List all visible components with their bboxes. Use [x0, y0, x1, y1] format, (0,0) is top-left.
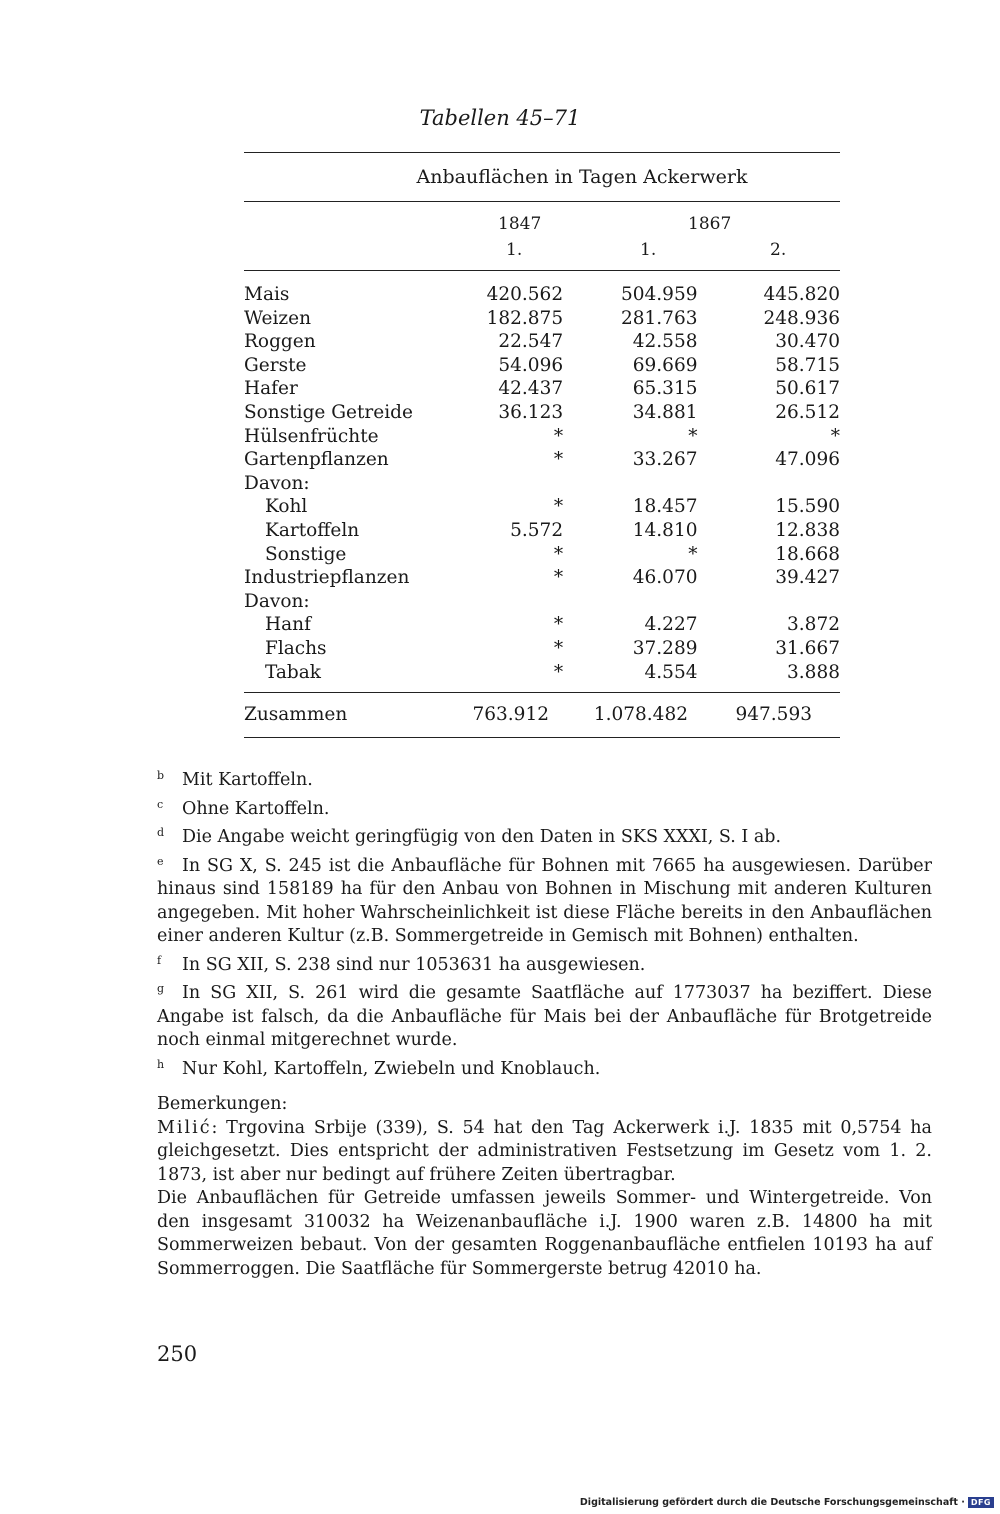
cell-1847: * [553, 496, 564, 518]
cell-gap [698, 590, 746, 614]
cell-gap [563, 448, 613, 472]
cell-gap [698, 495, 746, 519]
cell-1847: 22.547 [498, 331, 564, 353]
cell-1867-1: 42.558 [632, 331, 698, 353]
cell-gap [563, 637, 613, 661]
cell-1847: 36.123 [498, 401, 564, 423]
table-row [244, 472, 840, 496]
cell-1847 [487, 472, 564, 496]
cell-1867-2: 31.667 [775, 637, 840, 659]
footnote [157, 949, 932, 978]
footnote-mark: f [157, 953, 162, 967]
cell-1867-2 [746, 472, 840, 496]
table-row [244, 637, 840, 661]
table-row [244, 330, 840, 354]
cell-1847: 420.562 [486, 284, 564, 305]
cell-1867-2: 15.590 [775, 496, 840, 518]
cell-1867-2: 39.427 [775, 567, 840, 589]
table-row [244, 543, 840, 567]
dfg-logo: DFG [968, 1497, 994, 1508]
cell-1867-1: 281.763 [620, 307, 698, 329]
total-label: Zusammen [244, 704, 348, 726]
cell-1867-1: * [688, 543, 698, 565]
table-row [244, 495, 840, 519]
cell-1867-2: * [830, 425, 840, 447]
subcol-1847-1: 1. [506, 240, 523, 260]
cell-1867-1: 14.810 [632, 519, 698, 541]
footnote [157, 977, 932, 1053]
table-row [244, 307, 840, 331]
cell-1867-1: * [688, 425, 698, 447]
row-label: Davon: [244, 472, 310, 494]
cell-gap [698, 377, 746, 401]
page-number: 250 [157, 1342, 198, 1366]
footnote-text: Nur Kohl, Kartoffeln, Zwiebeln und Knoblauch. [182, 1058, 601, 1079]
table-row [244, 448, 840, 472]
footnote [157, 1053, 932, 1082]
cell-1847: * [553, 567, 564, 589]
year-1847: 1847 [498, 214, 542, 234]
cell-1847: 54.096 [498, 354, 564, 376]
table-row [244, 661, 840, 685]
footnote-list [157, 764, 932, 1081]
row-label: Roggen [244, 331, 316, 353]
table-row [244, 401, 840, 425]
cell-1867-2: 3.888 [787, 661, 840, 683]
cell-1847: 5.572 [510, 519, 564, 541]
cell-gap [563, 307, 613, 331]
cell-gap [563, 354, 613, 378]
cell-1847: * [553, 614, 564, 636]
cell-1847: * [553, 449, 564, 471]
cell-gap [563, 590, 613, 614]
cell-1867-2: 248.936 [763, 307, 840, 329]
footnote-mark: d [157, 826, 165, 839]
row-label: Industriepflanzen [244, 567, 410, 589]
cell-gap [698, 566, 746, 590]
cell-gap [698, 519, 746, 543]
cell-1867-2: 30.470 [775, 331, 840, 353]
footnote-mark: g [157, 982, 165, 995]
row-label: Gartenpflanzen [244, 449, 389, 471]
row-label: Mais [244, 284, 290, 305]
cell-1847: * [553, 425, 564, 447]
notes-section [157, 764, 932, 1281]
cell-gap [563, 566, 613, 590]
row-label: Weizen [244, 307, 311, 329]
footnote [157, 764, 932, 793]
total-1867-1: 1.078.482 [593, 704, 688, 726]
cell-gap [563, 425, 613, 449]
cell-1867-2: 50.617 [775, 378, 840, 400]
footer-text: Digitalisierung gefördert durch die Deutsche Forschungsgemeinschaft · [579, 1497, 965, 1508]
cell-gap [563, 330, 613, 354]
cell-1867-1: 37.289 [632, 637, 698, 659]
row-label: Kartoffeln [265, 519, 360, 541]
footnote-mark: c [157, 797, 164, 811]
table-row [244, 377, 840, 401]
table-row [244, 519, 840, 543]
footnote-mark: b [157, 769, 165, 782]
remarks-paragraph-2: Die Anbauflächen für Getreide umfassen jeweils Sommer- und Wintergetreide. Von den insgesamt 310032 ha Weizenanbaufläche i.J. 1900 waren z.B. 14800 ha mit Sommerweizen bebaut. Von der gesamten Roggenanbaufläche entfielen 10193 ha auf Sommerroggen. Die Saatfläche für Sommergerste betrug 42010 ha. [157, 1188, 932, 1279]
column-headers [244, 202, 840, 270]
table-row [244, 613, 840, 637]
table-body [244, 283, 840, 684]
table-caption: Anbauflächen in Tagen Ackerwerk [416, 166, 748, 188]
table-row [244, 590, 840, 614]
row-label: Hanf [265, 614, 311, 636]
cell-gap [698, 543, 746, 567]
footnote-text: Mit Kartoffeln. [182, 770, 313, 790]
row-label: Kohl [265, 496, 308, 518]
table-row [244, 283, 840, 307]
footnote [157, 850, 932, 949]
cell-gap [698, 637, 746, 661]
cell-1847: 182.875 [486, 307, 564, 329]
cell-1867-2: 12.838 [775, 519, 840, 541]
cell-1847: * [553, 661, 564, 683]
row-label: Sonstige Getreide [244, 401, 413, 423]
year-1867: 1867 [688, 214, 732, 234]
cell-1867-1 [613, 472, 697, 496]
cell-gap [698, 425, 746, 449]
subcol-1867-2: 2. [770, 240, 787, 260]
row-label: Gerste [244, 354, 307, 376]
cell-1867-1: 4.227 [644, 614, 698, 636]
remarks [157, 1093, 932, 1281]
remarks-heading: Bemerkungen: [157, 1094, 288, 1114]
footnote-text: Die Angabe weicht geringfügig von den Daten in SKS XXXI, S. I ab. [182, 827, 782, 847]
cell-gap [563, 283, 613, 307]
subcol-1867-1: 1. [640, 240, 657, 260]
table-row [244, 354, 840, 378]
cell-gap [563, 377, 613, 401]
cell-1867-2: 47.096 [775, 449, 840, 471]
footnote-text: In SG XII, S. 238 sind nur 1053631 ha ausgewiesen. [182, 954, 646, 975]
row-label: Davon: [244, 590, 310, 612]
cell-1847: 42.437 [498, 378, 564, 400]
table-header-rule [244, 270, 840, 271]
footnote-mark: h [157, 1057, 165, 1071]
cell-gap [563, 613, 613, 637]
data-table [244, 152, 840, 738]
cell-1867-1: 34.881 [632, 401, 698, 423]
cell-1867-2: 26.512 [775, 401, 840, 423]
footnote-text: In SG X, S. 245 ist die Anbaufläche für Bohnen mit 7665 ha ausgewiesen. Darüber hinaus sind 158189 ha für den Anbau von Bohnen in Mischung mit anderen Kulturen angegeben. Mit hoher Wahrscheinlichkeit ist diese Fläche bereits in den Anbauflächen einer anderen Kultur (z.B. Sommergetreide in Gemisch mit Bohnen) enthalten. [157, 855, 932, 946]
table-bottom-rule [244, 737, 840, 738]
cell-gap [563, 472, 613, 496]
table-row [244, 566, 840, 590]
cell-1867-1: 46.070 [632, 567, 698, 589]
cell-1847: * [553, 637, 564, 659]
cell-gap [698, 330, 746, 354]
row-label: Hülsenfrüchte [244, 425, 379, 447]
row-label: Tabak [265, 661, 322, 683]
digitization-footer [580, 1497, 994, 1508]
cell-1867-1: 504.959 [620, 284, 698, 305]
cell-1867-2: 445.820 [763, 284, 840, 305]
cell-1847: * [553, 543, 564, 565]
remarks-p1-text: : Trgovina Srbije (339), S. 54 hat den Tag Ackerwerk i.J. 1835 mit 0,5754 ha gleichgesetzt. Dies entspricht der administrativen Festsetzung im Gesetz vom 1. 2. 1873, ist aber nur bedingt auf frühere Zeiten übertragbar. [157, 1117, 932, 1185]
running-header: Tabellen 45–71 [419, 106, 581, 130]
cell-1867-2: 58.715 [775, 354, 840, 376]
table-row [244, 425, 840, 449]
total-1867-2: 947.593 [735, 704, 812, 726]
cell-1867-1: 4.554 [644, 661, 698, 683]
cell-gap [563, 543, 613, 567]
cell-gap [698, 283, 746, 307]
row-label: Hafer [244, 378, 298, 400]
cell-gap [698, 307, 746, 331]
remarks-paragraph-1 [157, 1117, 932, 1188]
row-label: Sonstige [265, 543, 347, 565]
footnote-text: In SG XII, S. 261 wird die gesamte Saatfläche auf 1773037 ha beziffert. Diese Angabe ist falsch, da die Anbaufläche für Mais bei der Anbaufläche für Brotgetreide noch einmal mitgerechnet wurde. [157, 983, 932, 1050]
cell-1867-1: 65.315 [632, 378, 698, 400]
cell-1867-1: 33.267 [632, 449, 698, 471]
cell-gap [563, 401, 613, 425]
footnote [157, 821, 932, 850]
cell-1867-1: 69.669 [632, 354, 698, 376]
cell-gap [698, 448, 746, 472]
cell-gap [698, 401, 746, 425]
cell-gap [698, 661, 746, 685]
footnote [157, 793, 932, 822]
total-1847: 763.912 [472, 704, 549, 726]
remarks-author: Milić [157, 1117, 212, 1138]
row-label: Flachs [265, 637, 327, 659]
footnote-text: Ohne Kartoffeln. [182, 798, 330, 819]
cell-gap [563, 495, 613, 519]
cell-gap [563, 519, 613, 543]
cell-gap [563, 661, 613, 685]
cell-1867-1 [613, 590, 697, 614]
cell-1867-2: 18.668 [775, 543, 840, 565]
footnote-mark: e [157, 854, 164, 868]
cell-1867-1: 18.457 [632, 496, 698, 518]
cell-gap [698, 613, 746, 637]
cell-1867-2: 3.872 [787, 614, 840, 636]
cell-gap [698, 354, 746, 378]
cell-gap [698, 472, 746, 496]
cell-1867-2 [746, 590, 840, 614]
total-row [244, 693, 840, 737]
cell-1847 [487, 590, 564, 614]
